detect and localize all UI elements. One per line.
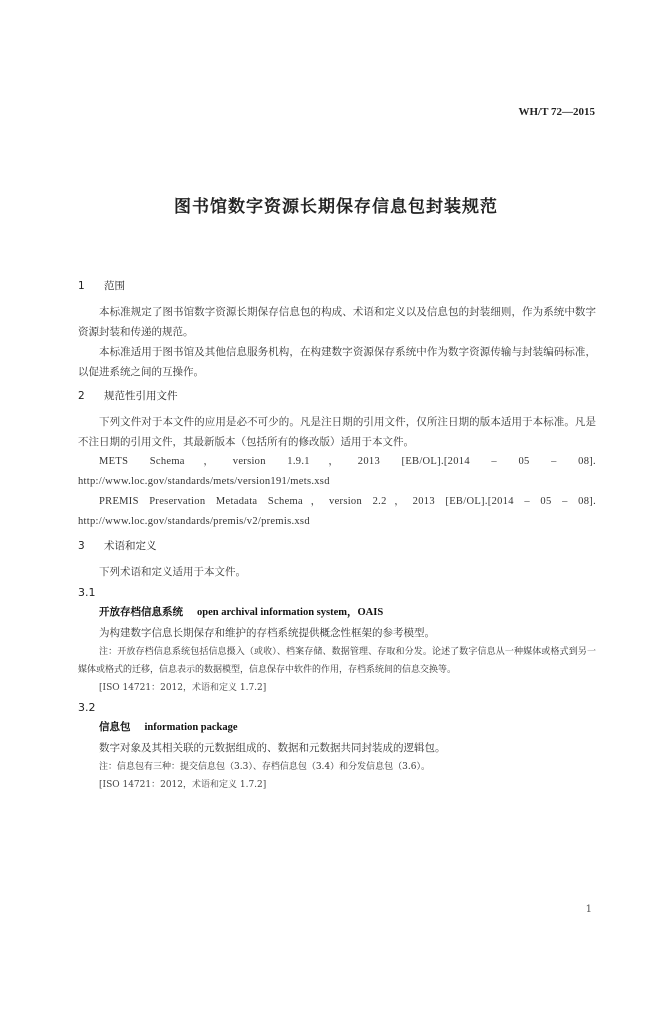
term-english: information package [144,722,238,733]
document-title: 图书馆数字资源长期保存信息包封装规范 [174,197,498,217]
paragraph: 本标准规定了图书馆数字资源长期保存信息包的构成、术语和定义以及信息包的封装细则，作为系统中数字资源封装和传递的规范。 [78,306,596,338]
section-terms [78,538,596,794]
reference-entry: METS Schema，version 1.9.1，2013 [EB/OL].[2014 – 05 – 08]. http://www.loc.gov/standards/mets/version191/mets.xsd [78,456,596,487]
section-heading [78,388,596,404]
section-number: 2 [78,390,85,402]
term-entry [78,717,596,738]
term-note: 注：开放存档信息系统包括信息摄入（或收）、档案存储、数据管理、存取和分发。论述了数字信息从一种媒体或格式到另一媒体或格式的迁移，信息表示的数据模型，信息保存中软件的作用，存档系统间的信息交换等。 [78,647,596,675]
term-number: 3.2 [78,701,96,714]
section-heading [78,278,596,294]
term-entry [78,602,596,623]
term-english: open archival information system，OAIS [197,607,384,618]
paragraph: 下列文件对于本文件的应用是必不可少的。凡是注日期的引用文件，仅所注日期的版本适用于本标准。凡是不注日期的引用文件，其最新版本（包括所有的修改版）适用于本文件。 [78,416,596,448]
term-chinese: 开放存档信息系统 [99,606,183,618]
reference-entry: PREMIS Preservation Metadata Schema，version 2.2，2013 [EB/OL].[2014 – 05 – 08]. http://www.loc.gov/standards/premis/v2/premis.xsd [78,496,596,527]
section-title: 术语和定义 [104,540,157,552]
section-scope [78,278,596,382]
section-number: 3 [78,540,85,552]
section-title: 规范性引用文件 [104,390,178,402]
term-definition: 为构建数字信息长期保存和维护的存档系统提供概念性框架的参考模型。 [99,627,435,639]
term-number: 3.1 [78,586,96,599]
term-chinese: 信息包 [99,721,131,733]
standard-number: WH/T 72—2015 [518,106,595,118]
paragraph: 本标准适用于图书馆及其他信息服务机构，在构建数字资源保存系统中作为数字资源传输与封装编码标准，以促进系统之间的互操作。 [78,346,596,378]
term-source: [ISO 14721：2012，术语和定义 1.7.2] [99,683,267,693]
section-number: 1 [78,280,85,292]
term-source: [ISO 14721：2012，术语和定义 1.7.2] [99,780,267,790]
document-body [78,278,596,794]
term-note: 注：信息包有三种：提交信息包（3.3）、存档信息包（3.4）和分发信息包（3.6）。 [99,762,430,772]
section-title: 范围 [104,280,125,292]
section-normative-references [78,388,596,532]
paragraph: 下列术语和定义适用于本文件。 [99,566,246,578]
term-definition: 数字对象及其相关联的元数据组成的、数据和元数据共同封装成的逻辑包。 [99,742,446,754]
page-number: 1 [585,904,592,915]
section-heading [78,538,596,554]
